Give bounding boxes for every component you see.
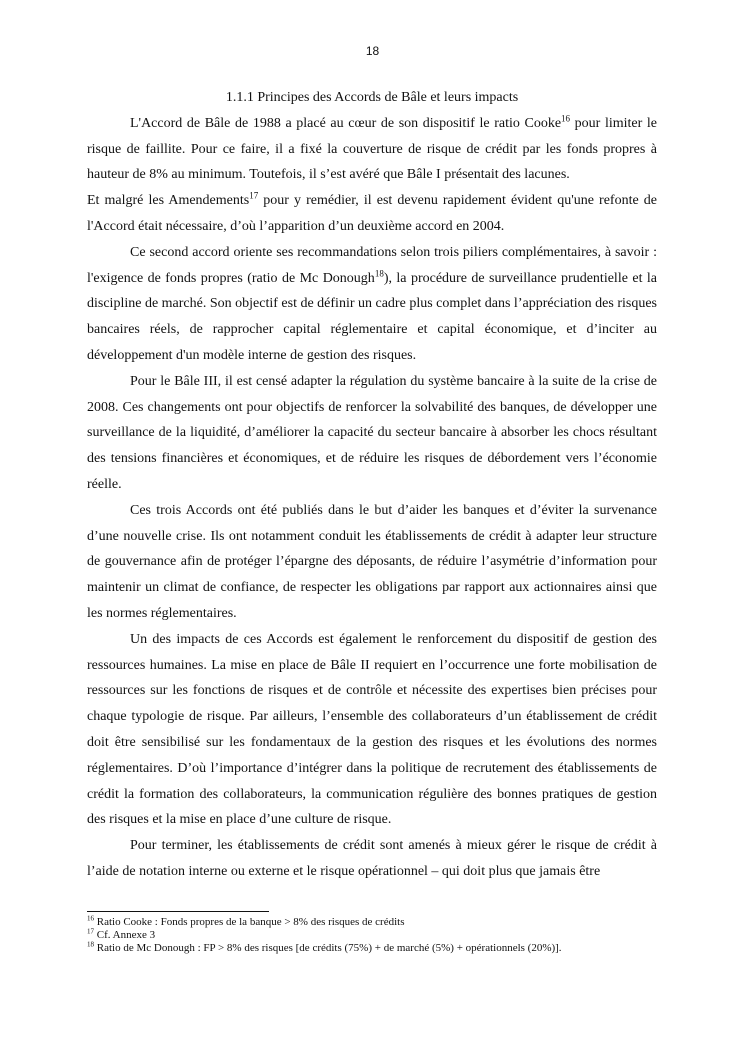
footnote-ref-18: 18 xyxy=(374,267,384,278)
footnote-18-number: 18 xyxy=(87,940,94,949)
paragraph-1-text-a: L'Accord de Bâle de 1988 a placé au cœur de son dispositif le ratio Cooke xyxy=(130,115,562,131)
footnote-16-number: 16 xyxy=(87,914,94,923)
footnote-17 xyxy=(87,929,657,942)
paragraph-1-text-b: pour limiter le risque de faillite. Pour ce faire, il a fixé la couverture de risque de crédit par les fonds propres à hauteur de 8% au minimum. Toutefois, il s’est avéré que Bâle I présentait des lacunes. xyxy=(87,115,657,183)
footnote-ref-17: 17 xyxy=(249,190,259,201)
paragraph-2-text-a: Et malgré les Amendements xyxy=(87,193,250,209)
footnote-16 xyxy=(87,916,657,929)
footnote-16-text: Ratio Cooke : Fonds propres de la banque > 8% des risques de crédits xyxy=(94,916,405,928)
paragraph-3-text-b: ), la procédure de surveillance prudentielle et la discipline de marché. Son objectif est de définir un cadre plus complet dans l’appréciation des risques bancaires réels, de rapprocher capital réglementaire et capital économique, et d’inciter au développement d'un modèle interne de gestion des risques. xyxy=(87,270,657,363)
footnote-17-number: 17 xyxy=(87,927,94,936)
body-text xyxy=(87,85,657,885)
paragraph-3 xyxy=(87,240,657,369)
paragraph-5: Ces trois Accords ont été publiés dans le but d’aider les banques et d’éviter la survenance d’une nouvelle crise. Ils ont notamment conduit les établissements de crédit à adapter leur structure de gouvernance afin de protéger l’épargne des déposants, de réduire l’asymétrie d’information pour maintenir un climat de confiance, de respecter les obligations par rapport aux actionnaires ainsi que les normes réglementaires. xyxy=(87,502,657,621)
paragraph-7: Pour terminer, les établissements de crédit sont amenés à mieux gérer le risque de crédit à l’aide de notation interne ou externe et le risque opérationnel – qui doit plus que jamais être xyxy=(87,838,657,879)
footnote-ref-16: 16 xyxy=(561,113,571,124)
paragraph-4: Pour le Bâle III, il est censé adapter la régulation du système bancaire à la suite de la crise de 2008. Ces changements ont pour objectifs de renforcer la solvabilité des banques, de développer une surveillance de la liquidité, d’améliorer la capacité du secteur bancaire à absorber les chocs résultant des tensions financières et économiques, et de réduire les risques de débordement vers l’économie réelle. xyxy=(87,373,657,492)
footnote-18 xyxy=(87,942,657,955)
page-number: 18 xyxy=(365,44,380,58)
footnote-18-text: Ratio de Mc Donough : FP > 8% des risques [de crédits (75%) + de marché (5%) + opérationnels (20%)]. xyxy=(94,942,562,954)
footnote-separator xyxy=(87,911,269,912)
footnotes xyxy=(87,916,657,955)
paragraph-2-text-b: pour y remédier, il est devenu rapidement évident qu'une refonte de l'Accord était nécessaire, d’où l’apparition d’un deuxième accord en 2004. xyxy=(87,193,657,234)
paragraph-6: Un des impacts de ces Accords est également le renforcement du dispositif de gestion des ressources humaines. La mise en place de Bâle II requiert en l’occurrence une forte mobilisation de ressources sur les fonctions de risques et de contrôle et nécessite des expertises bien précises pour chaque typologie de risque. Par ailleurs, l’ensemble des collaborateurs d’un établissement de crédit doit être sensibilisé sur les fondamentaux de la gestion des risques et les évolutions des normes réglementaires. D’où l’importance d’intégrer dans la politique de recrutement des établissements de crédit la formation des collaborateurs, la communication régulière des bonnes pratiques de gestion des risques et la mise en place d’une culture de risque. xyxy=(87,631,657,828)
paragraph-3-text-a: Ce second accord oriente ses recommandations selon trois piliers complémentaires, à savoir : l'exigence de fonds propres (ratio de Mc Donough xyxy=(87,244,657,286)
paragraph-2 xyxy=(87,188,657,240)
paragraph-1 xyxy=(87,111,657,188)
section-heading: 1.1.1 Principes des Accords de Bâle et leurs impacts xyxy=(225,90,519,105)
footnote-17-text: Cf. Annexe 3 xyxy=(94,929,156,941)
